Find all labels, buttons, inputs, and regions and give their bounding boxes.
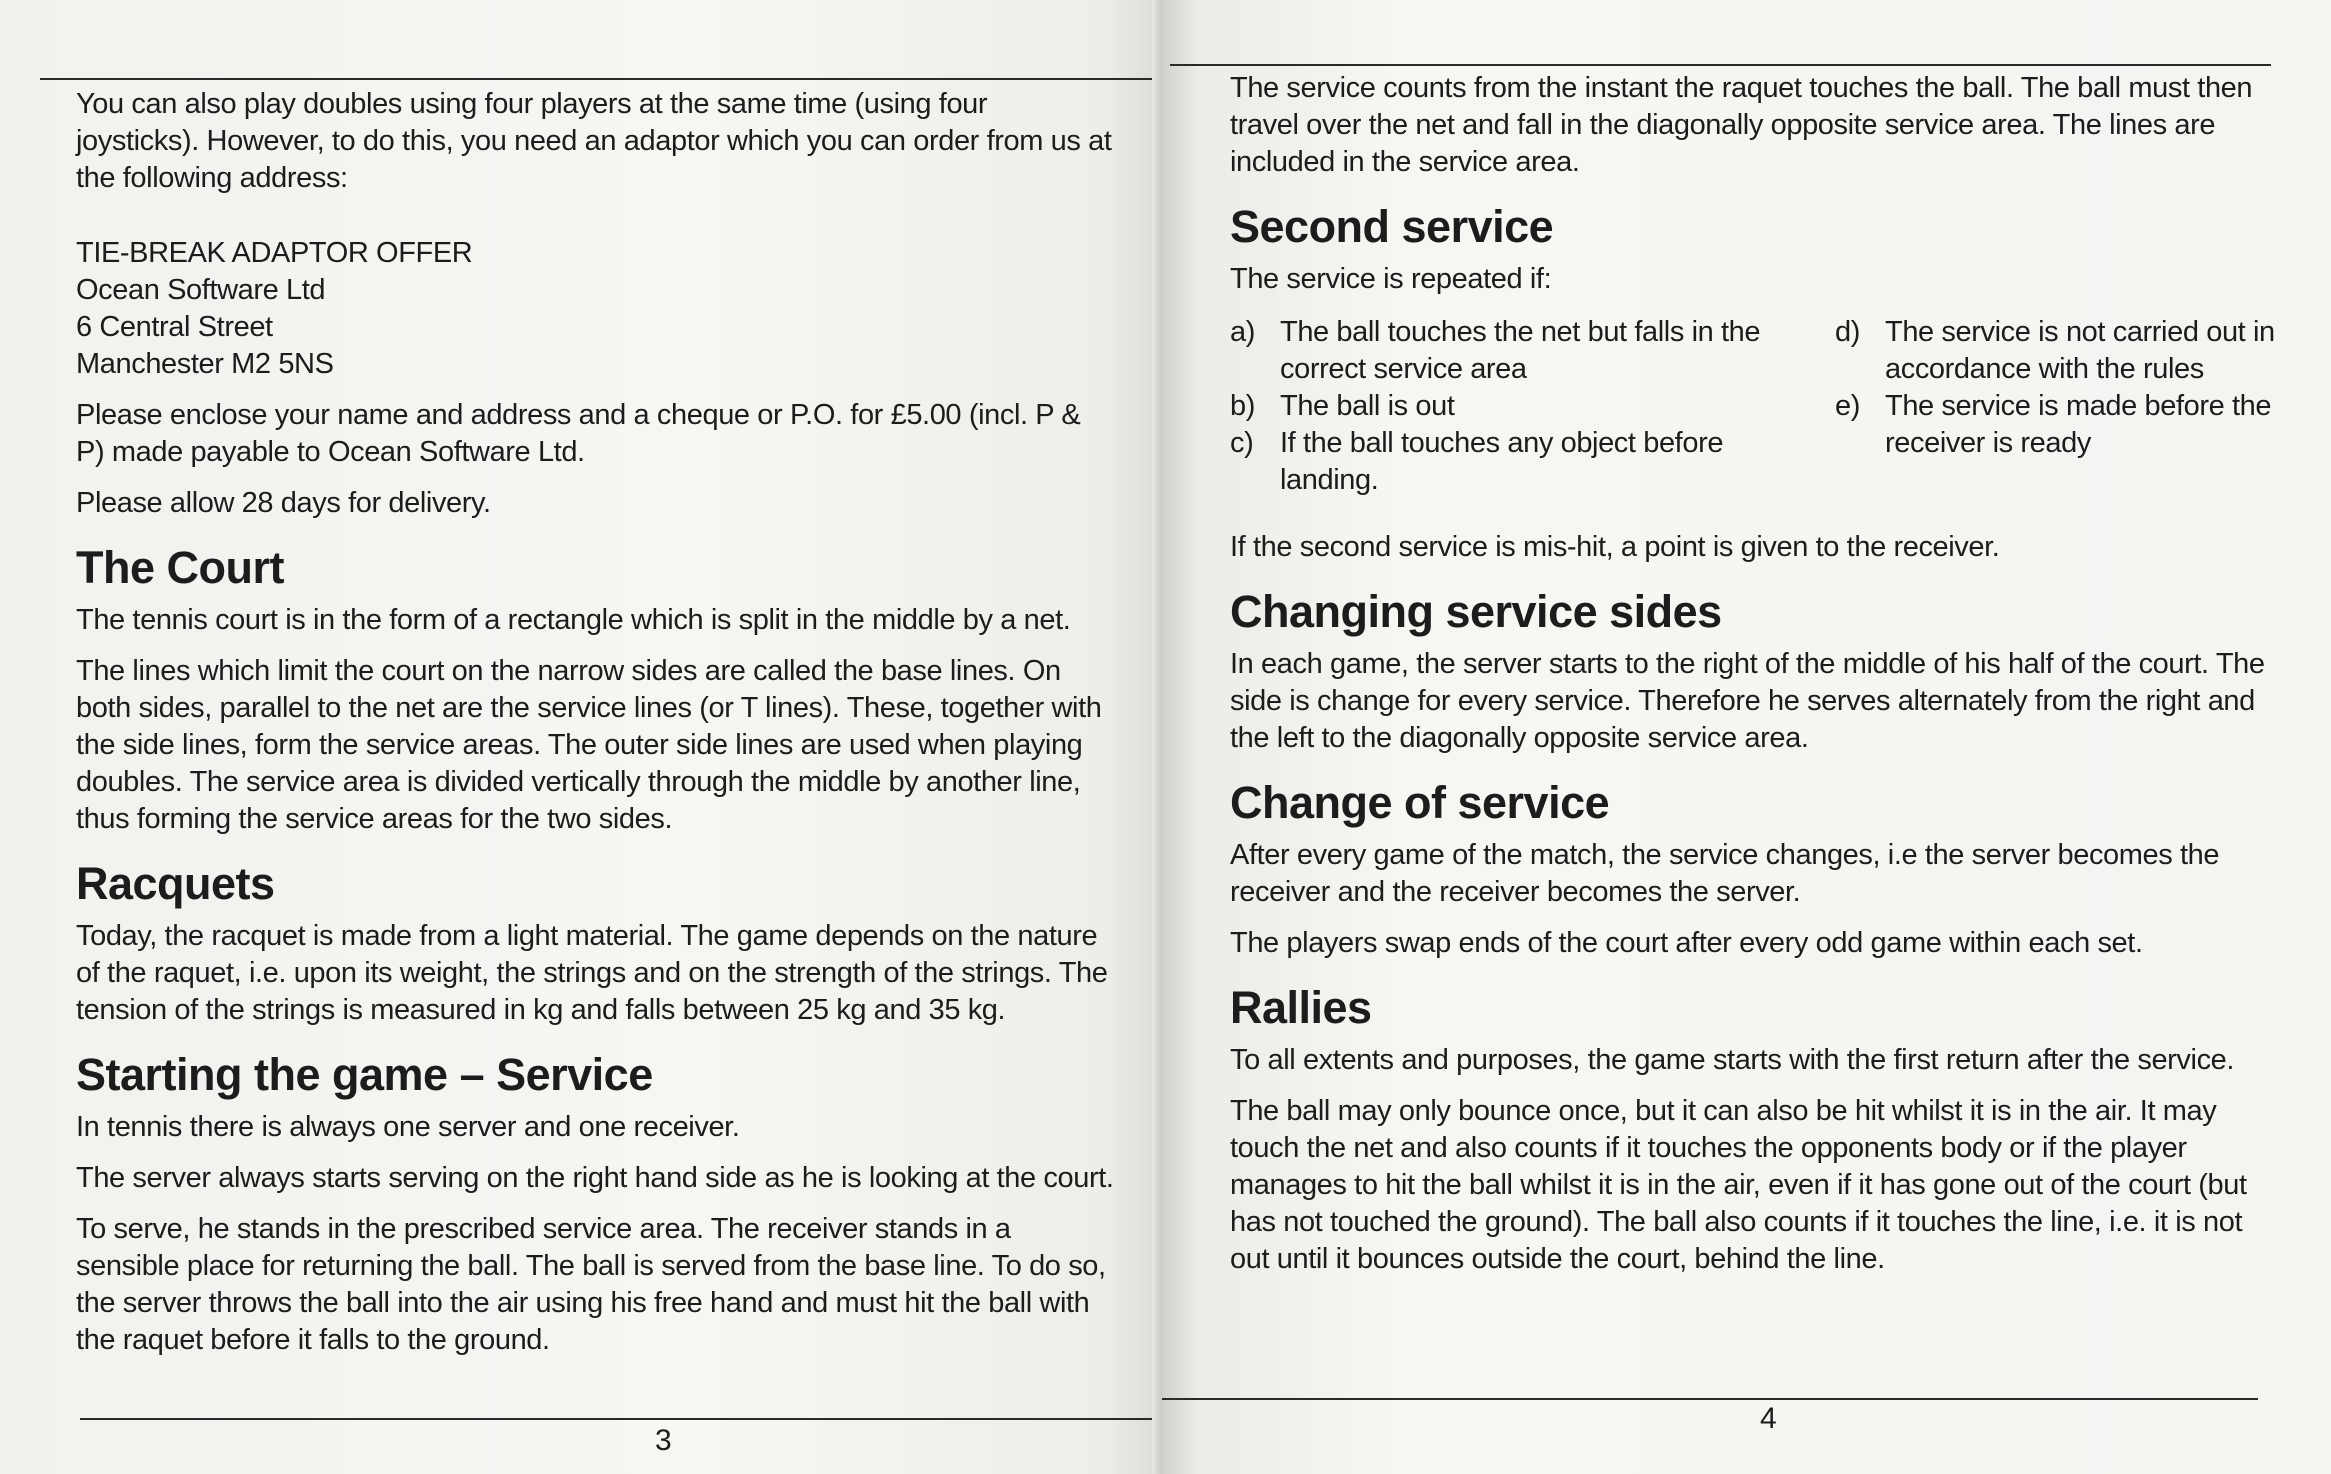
list-item: e) The service is made before the receiver is ready — [1835, 390, 2272, 459]
conditions-column-left — [1230, 314, 1770, 499]
list-item: d) The service is not carried out in accordance with the rules — [1835, 316, 2275, 385]
changing-sides-paragraph: In each game, the server starts to the right of the middle of his half of the court. The side is change for every service. Therefore he serves alternately from the right and the left to the diagonally opposite service area. — [1230, 648, 2265, 754]
conditions-column-right — [1835, 314, 2275, 499]
rallies-paragraph-1: To all extents and purposes, the game starts with the first return after the service. — [1230, 1044, 2235, 1076]
rallies-paragraph-2: The ball may only bounce once, but it can also be hit whilst it is in the air. It may touch the net and also counts if it touches the opponents body or if the player manages to hit the ball whilst it is in the air, even if it has gone out of the court (but has not touched the ground). The ball also counts if it touches the line, i.e. it is not out until it bounces outside the court, behind the line. — [1230, 1095, 2247, 1275]
racquets-heading: Racquets — [76, 858, 275, 909]
starting-paragraph-2: The server always starts serving on the right hand side as he is looking at the court. — [76, 1162, 1114, 1194]
changing-sides-heading: Changing service sides — [1230, 586, 1722, 637]
address-block — [76, 235, 1116, 383]
service-conditions-list — [1230, 314, 2275, 499]
court-paragraph-2: The lines which limit the court on the narrow sides are called the base lines. On both sides, parallel to the net are the service lines (or T lines). These, together with the side lines, form the service areas. The outer side lines are used when playing doubles. The service area is divided vertically through the middle by another line, thus forming the service areas for the two sides. — [76, 655, 1102, 835]
second-service-paragraph-1: The service is repeated if: — [1230, 263, 1552, 295]
address-line-4: Manchester M2 5NS — [76, 348, 334, 380]
address-line-1: TIE-BREAK ADAPTOR OFFER — [76, 237, 473, 269]
list-item: c) If the ball touches any object before landing. — [1230, 427, 1724, 496]
bottom-rule — [1162, 1398, 2258, 1400]
enclose-paragraph: Please enclose your name and address and a cheque or P.O. for £5.00 (incl. P & P) made payable to Ocean Software Ltd. — [76, 399, 1081, 468]
right-page — [1162, 0, 2331, 1474]
list-item: a) The ball touches the net but falls in the correct service area — [1230, 316, 1761, 385]
change-of-service-paragraph-2: The players swap ends of the court after every odd game within each set. — [1230, 927, 2143, 959]
change-of-service-paragraph-1: After every game of the match, the service changes, i.e the server becomes the receiver and the receiver becomes the server. — [1230, 839, 2220, 908]
right-page-content — [1230, 70, 2275, 1278]
starting-heading: Starting the game – Service — [76, 1049, 653, 1100]
change-of-service-heading: Change of service — [1230, 777, 1610, 828]
page-number: 4 — [1760, 1402, 1777, 1435]
racquets-paragraph: Today, the racquet is made from a light material. The game depends on the nature of the raquet, i.e. upon its weight, the strings and on the strength of the strings. The tension of the strings is measured in kg and falls between 25 kg and 35 kg. — [76, 920, 1108, 1026]
top-rule — [40, 78, 1162, 80]
intro-paragraph: You can also play doubles using four players at the same time (using four joysticks). However, to do this, you need an adaptor which you can order from us at the following address: — [76, 88, 1112, 194]
list-item: b) The ball is out — [1230, 390, 1455, 422]
left-page-content — [76, 86, 1116, 1359]
delivery-paragraph: Please allow 28 days for delivery. — [76, 487, 491, 519]
rallies-heading: Rallies — [1230, 982, 1372, 1033]
second-service-heading: Second service — [1230, 201, 1554, 252]
page-number: 3 — [655, 1424, 672, 1457]
service-intro-paragraph: The service counts from the instant the raquet touches the ball. The ball must then travel over the net and fall in the diagonally opposite service area. The lines are included in the service area. — [1230, 72, 2253, 178]
top-rule — [1170, 64, 2271, 66]
left-page — [0, 0, 1162, 1474]
starting-paragraph-3: To serve, he stands in the prescribed service area. The receiver stands in a sensible place for returning the ball. The ball is served from the base line. To do so, the server throws the ball into the air using his free hand and must hit the ball with the raquet before it falls to the ground. — [76, 1213, 1106, 1356]
second-service-paragraph-2: If the second service is mis-hit, a point is given to the receiver. — [1230, 531, 2000, 563]
court-paragraph-1: The tennis court is in the form of a rectangle which is split in the middle by a net. — [76, 604, 1071, 636]
address-line-2: Ocean Software Ltd — [76, 274, 326, 306]
address-line-3: 6 Central Street — [76, 311, 273, 343]
court-heading: The Court — [76, 542, 284, 593]
starting-paragraph-1: In tennis there is always one server and one receiver. — [76, 1111, 740, 1143]
bottom-rule — [80, 1418, 1162, 1420]
